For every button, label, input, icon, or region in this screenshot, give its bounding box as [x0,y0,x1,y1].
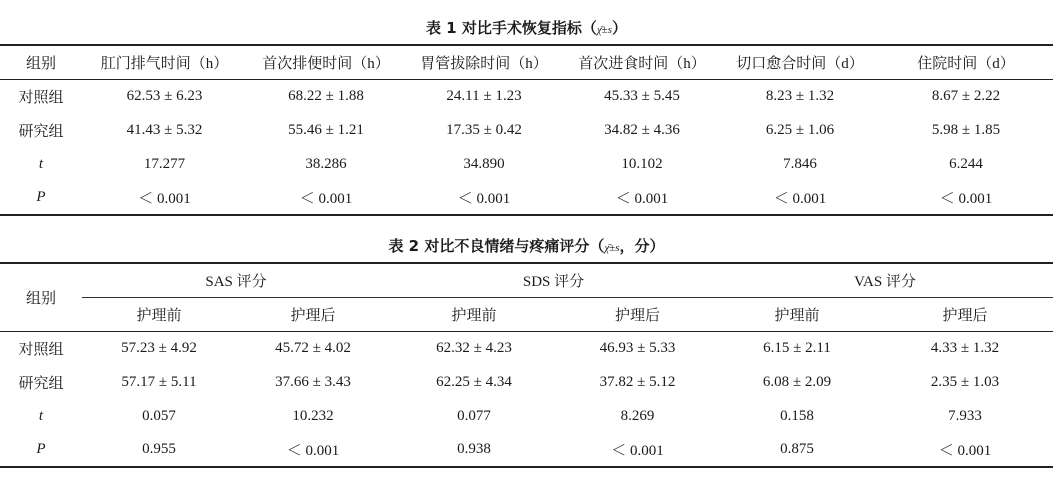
table-cell: 6.15 ± 2.11 [763,339,831,356]
row-label: 对照组 [18,89,64,106]
table-cell: 8.269 [620,407,655,424]
table-cell: ＜ 0.001 [563,181,721,215]
table-cell: 62.25 ± 4.34 [436,373,512,390]
table-cell: 57.17 ± 5.11 [121,373,197,390]
table-cell: 68.22 ± 1.88 [288,87,364,104]
row-label: P [0,433,82,467]
table-cell: ＜ 0.001 [558,433,717,467]
table2-caption-symbol: χ̄±s [604,242,620,254]
table-cell: 0.077 [457,407,491,424]
table-cell: 0.955 [82,433,236,467]
table2-subheader-cell: 护理前 [390,297,558,331]
table2-group-sds: SDS 评分 [390,263,717,297]
table-cell: 41.43 ± 5.32 [126,121,203,138]
table2-subheader-cell: 护理后 [558,297,717,331]
table-cell: ＜ 0.001 [247,181,405,215]
table1-caption [0,19,1053,39]
table2-caption [0,237,1053,257]
table-cell: 6.08 ± 2.09 [762,373,832,390]
table1-caption-suffix: ） [612,19,628,37]
table-cell: 17.35 ± 0.42 [446,121,522,138]
table-row [0,433,1053,467]
table-cell: 34.890 [463,155,505,172]
table-cell: 57.23 ± 4.92 [121,339,197,356]
table-cell: 6.244 [949,155,983,172]
table-cell: 37.82 ± 5.12 [599,373,676,390]
table-cell: 34.82 ± 4.36 [604,121,680,138]
table-cell: 8.23 ± 1.32 [765,87,835,104]
table-row [0,331,1053,365]
table-cell: 0.875 [717,433,877,467]
table-cell: ＜ 0.001 [877,433,1053,467]
table1-header-cell: 首次进食时间（h） [563,45,721,79]
table-cell: 46.93 ± 5.33 [599,339,676,356]
table1-header-cell: 住院时间（d） [879,45,1053,79]
table1-header-cell: 切口愈合时间（d） [721,45,879,79]
table2-caption-suffix: ，分） [619,237,665,255]
table-cell: 7.846 [783,155,817,172]
table-row [0,79,1053,113]
table-cell: ＜ 0.001 [879,181,1053,215]
table2-group-sas: SAS 评分 [82,263,390,297]
table1-caption-symbol: χ̄±s [596,24,613,36]
table-cell: 45.72 ± 4.02 [275,339,351,356]
table-cell: 24.11 ± 1.23 [446,87,522,104]
table1-header-row [0,45,1053,79]
table-cell: 8.67 ± 2.22 [931,87,1001,104]
table-cell: 4.33 ± 1.32 [930,339,1000,356]
table-cell: ＜ 0.001 [721,181,879,215]
table2-subheader-cell: 护理后 [877,297,1053,331]
row-label: 对照组 [18,341,64,358]
table-row [0,147,1053,181]
table2 [0,262,1053,468]
row-label: t [38,155,44,172]
table-cell: 38.286 [305,155,347,172]
table-cell: 6.25 ± 1.06 [765,121,835,138]
table-cell: 5.98 ± 1.85 [931,121,1001,138]
table1-header-cell: 组别 [0,45,82,79]
row-label: t [38,407,44,424]
table-cell: ＜ 0.001 [236,433,390,467]
table2-subheader-row [0,297,1053,331]
table-cell: 17.277 [143,155,186,172]
table-cell: 55.46 ± 1.21 [288,121,364,138]
table1-header-cell: 胃管拔除时间（h） [405,45,563,79]
table-cell: 62.53 ± 6.23 [126,87,203,104]
table-cell: 7.933 [948,407,982,424]
table2-subheader-cell: 护理后 [236,297,390,331]
table-row [0,181,1053,215]
table-cell: ＜ 0.001 [405,181,563,215]
table-row [0,113,1053,147]
table1-caption-prefix: 表 1 对比手术恢复指标（ [425,19,597,37]
table-cell: 62.32 ± 4.23 [436,339,512,356]
table-row [0,399,1053,433]
row-label: 研究组 [18,375,64,392]
table-cell: 10.232 [292,407,334,424]
table-row [0,365,1053,399]
table-cell: 0.057 [142,407,176,424]
table-cell: 2.35 ± 1.03 [930,373,1000,390]
table1-header-cell: 首次排便时间（h） [247,45,405,79]
table-cell: 0.938 [390,433,558,467]
row-label: 研究组 [18,123,64,140]
table2-caption-prefix: 表 2 对比不良情绪与疼痛评分（ [388,237,605,255]
table-cell: ＜ 0.001 [82,181,247,215]
table-cell: 10.102 [621,155,663,172]
table-cell: 45.33 ± 5.45 [604,87,680,104]
table1 [0,44,1053,216]
table1-header-cell: 肛门排气时间（h） [82,45,247,79]
table-cell: 37.66 ± 3.43 [275,373,351,390]
table2-group-header-row [0,263,1053,297]
table2-group-label: 组别 [0,263,82,331]
table2-group-vas: VAS 评分 [717,263,1053,297]
row-label: P [0,181,82,215]
table2-subheader-cell: 护理前 [717,297,877,331]
table-cell: 0.158 [780,407,814,424]
table2-subheader-cell: 护理前 [82,297,236,331]
